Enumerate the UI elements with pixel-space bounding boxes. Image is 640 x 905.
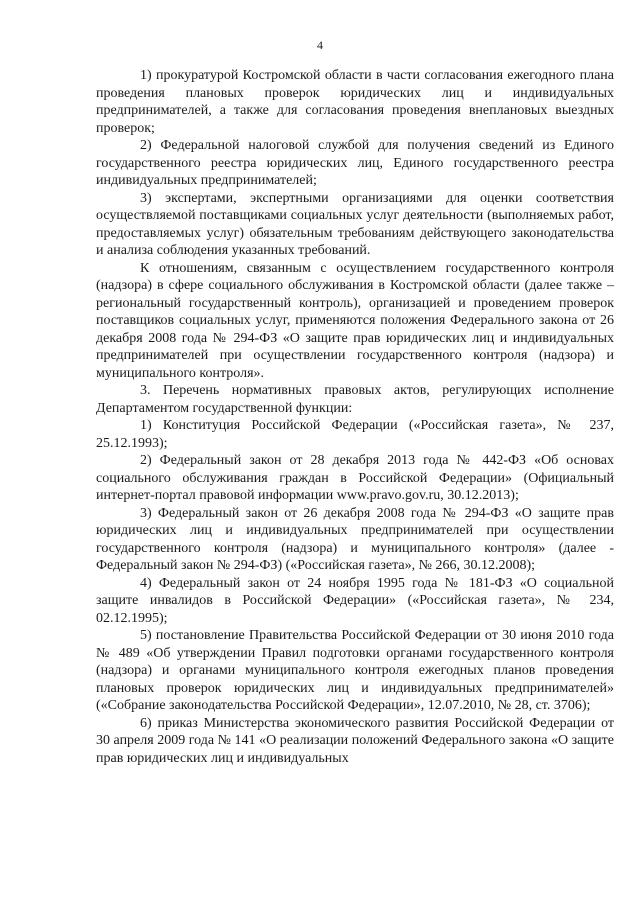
paragraph-11: 6) приказ Министерства экономического развития Российской Федерации от 30 апреля 2009 года № 141 «О реализации положений Федерального закона «О защите прав юридических лиц и индивидуальных xyxy=(96,715,614,766)
paragraph-10: 5) постановление Правительства Российской Федерации от 30 июня 2010 года № 489 «Об утверждении Правил подготовки органами государственного контроля (надзора) и органами муниципального контроля ежегодных планов проведения плановых проверок юридических лиц и индивидуальных предпринимателей» («Собрание законодательства Российской Федерации», 12.07.2010, № 28, ст. 3706); xyxy=(96,628,614,713)
paragraph-7: 2) Федеральный закон от 28 декабря 2013 года № 442-ФЗ «Об основах социального обслуживания граждан в Российской Федерации» (Официальный интернет-портал правовой информации www.pravo.gov.ru, 30.12.2013); xyxy=(96,453,614,503)
paragraph-3: 3) экспертами, экспертными организациями для оценки соответствия осуществляемой поставщиками социальных услуг деятельности (выполняемых работ, предоставляемых услуг) обязательным требованиям действующего законодательства и анализа соблюдения указанных требований. xyxy=(96,190,614,258)
paragraph-9: 4) Федеральный закон от 24 ноября 1995 года № 181-ФЗ «О социальной защите инвалидов в Российской Федерации» («Российская газета», № 234, 02.12.1995); xyxy=(96,575,614,626)
paragraph-8: 3) Федеральный закон от 26 декабря 2008 года № 294-ФЗ «О защите прав юридических лиц и индивидуальных предпринимателей при осуществлении государственного контроля (надзора) и муниципального контроля» (далее - Федеральный закон № 294-ФЗ) («Российская газета», № 266, 30.12.2008); xyxy=(96,505,614,573)
page-number: 4 xyxy=(317,38,323,52)
paragraph-2: 2) Федеральной налоговой службой для получения сведений из Единого государственного реестра юридических лиц, Единого государственного реестра индивидуальных предпринимателей; xyxy=(96,138,614,188)
paragraph-5: 3. Перечень нормативных правовых актов, регулирующих исполнение Департаментом государственной функции: xyxy=(96,383,614,416)
paragraph-4: К отношениям, связанным с осуществлением государственного контроля (надзора) в сфере социального обслуживания в Костромской области (далее также – региональный государственный контроль), организацией и проведением проверок поставщиков социальных услуг, применяются положения Федерального закона от 26 декабря 2008 года № 294-ФЗ «О защите прав юридических лиц и индивидуальных предпринимателей при осуществлении государственного контроля (надзора) и муниципального контроля». xyxy=(96,260,614,381)
document-body xyxy=(96,67,614,767)
paragraph-6: 1) Конституция Российской Федерации («Российская газета», № 237, 25.12.1993); xyxy=(96,418,614,451)
paragraph-1: 1) прокуратурой Костромской области в части согласования ежегодного плана проведения плановых проверок юридических лиц и индивидуальных предпринимателей, а также для согласования проведения внеплановых выездных проверок; xyxy=(96,68,614,136)
